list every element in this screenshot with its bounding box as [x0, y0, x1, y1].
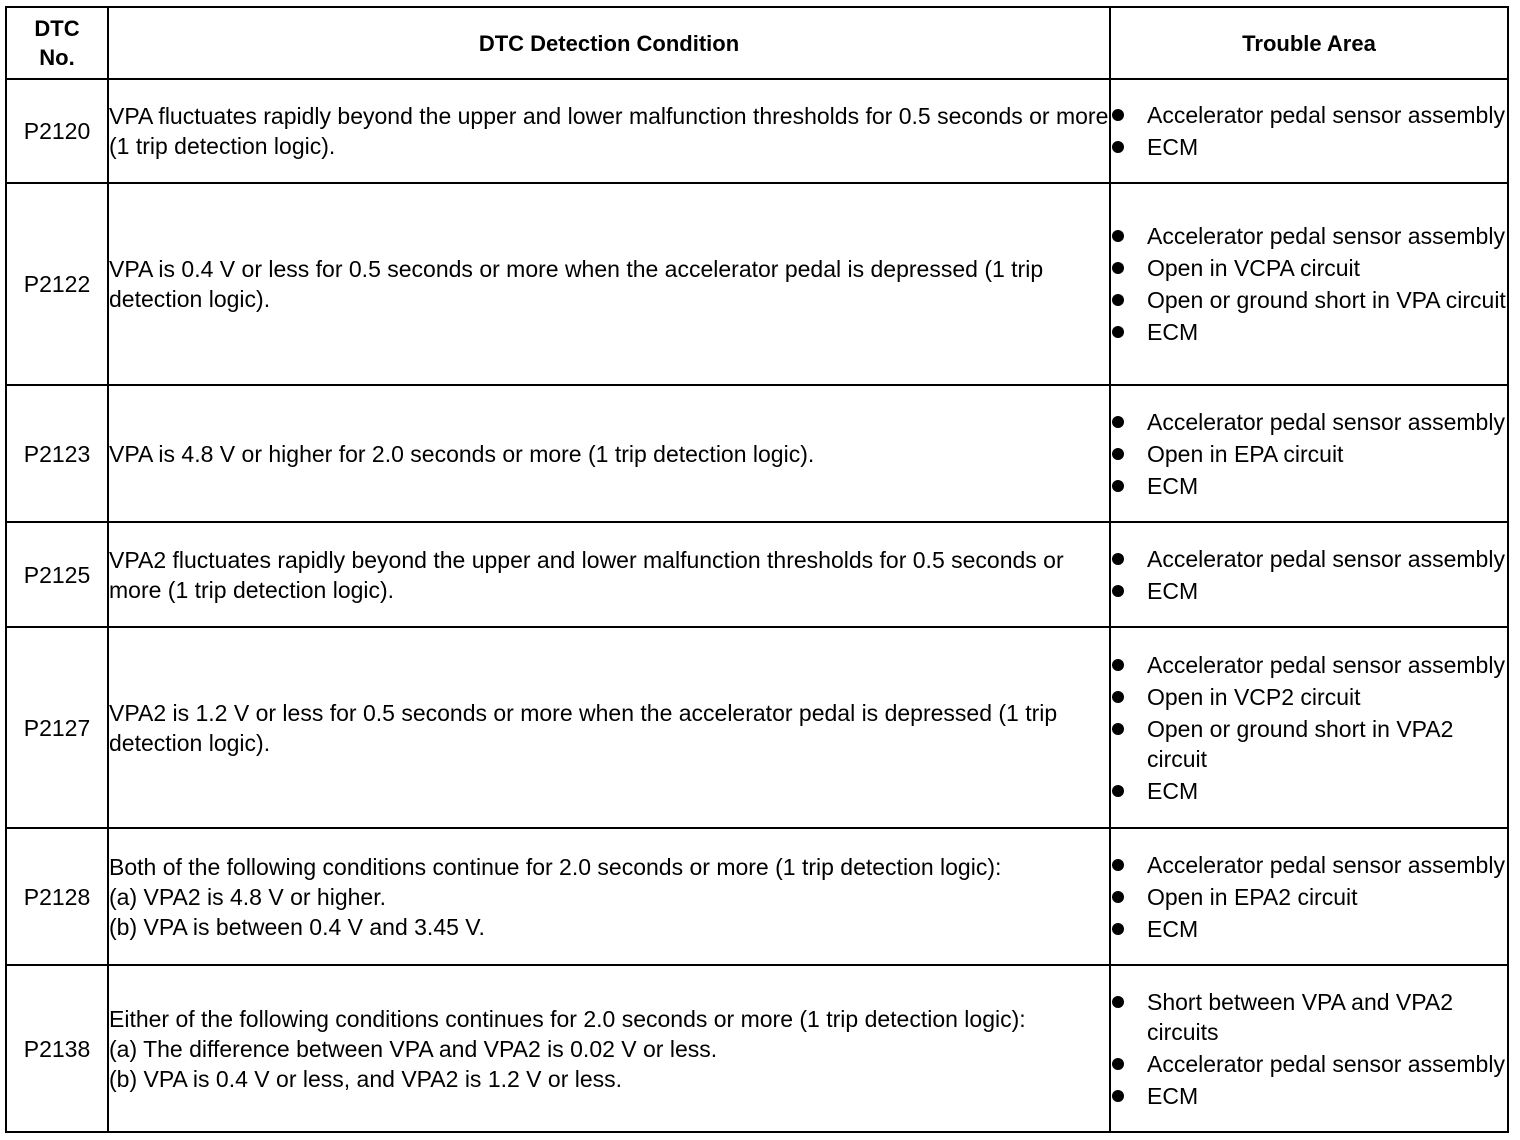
bullet-icon [1112, 891, 1124, 903]
trouble-area-text: ECM [1147, 472, 1199, 499]
trouble-area-cell [1110, 79, 1508, 183]
condition-line: (a) VPA2 is 4.8 V or higher. [109, 883, 386, 910]
trouble-area-text: ECM [1147, 319, 1199, 345]
dtc-code-cell: P2120 [6, 79, 108, 183]
detection-condition-cell [108, 385, 1110, 522]
condition-line: (a) The difference between VPA and VPA2 is 0.02 V or less. [109, 1035, 718, 1062]
trouble-area-text: Open in VCP2 circuit [1147, 683, 1361, 710]
trouble-area-text: Accelerator pedal sensor assembly [1147, 1050, 1505, 1077]
list-item [1111, 132, 1507, 162]
list-item [1111, 1049, 1507, 1079]
detection-condition-cell [108, 828, 1110, 965]
trouble-area-text: ECM [1147, 1082, 1199, 1109]
bullet-icon [1112, 448, 1124, 460]
detection-condition-cell [108, 183, 1110, 385]
table-row [6, 627, 1508, 828]
list-item [1111, 407, 1507, 437]
trouble-area-cell [1110, 627, 1508, 828]
list-item [1111, 882, 1507, 912]
bullet-icon [1112, 659, 1124, 671]
list-item [1111, 544, 1507, 574]
list-item [1111, 714, 1507, 774]
condition-line: VPA2 is 1.2 V or less for 0.5 seconds or more when the accelerator pedal is depressed (1 trip detection logic). [109, 699, 1058, 756]
trouble-area-cell [1110, 965, 1508, 1132]
bullet-icon [1112, 141, 1124, 153]
condition-line: VPA is 0.4 V or less for 0.5 seconds or more when the accelerator pedal is depressed (1 trip detection logic). [109, 256, 1044, 312]
dtc-table [5, 6, 1509, 1133]
bullet-icon [1112, 109, 1124, 121]
list-item [1111, 253, 1507, 283]
condition-line: VPA is 4.8 V or higher for 2.0 seconds or more (1 trip detection logic). [109, 440, 815, 467]
dtc-code-cell: P2122 [6, 183, 108, 385]
trouble-area-list [1111, 221, 1507, 347]
list-item [1111, 1081, 1507, 1111]
detection-condition-cell [108, 627, 1110, 828]
bullet-icon [1112, 785, 1124, 797]
bullet-icon [1112, 553, 1124, 565]
trouble-area-text: Open or ground short in VPA circuit [1147, 287, 1506, 313]
trouble-area-text: Accelerator pedal sensor assembly [1147, 651, 1505, 678]
detection-condition-cell [108, 79, 1110, 183]
table-row [6, 79, 1508, 183]
bullet-icon [1112, 480, 1124, 492]
trouble-area-cell [1110, 522, 1508, 627]
trouble-area-text: Accelerator pedal sensor assembly [1147, 223, 1505, 249]
condition-line: (b) VPA is 0.4 V or less, and VPA2 is 1.2 V or less. [109, 1065, 623, 1092]
trouble-area-list [1111, 407, 1507, 501]
list-item [1111, 471, 1507, 501]
dtc-code-cell: P2128 [6, 828, 108, 965]
trouble-area-text: ECM [1147, 134, 1199, 160]
detection-condition-cell [108, 965, 1110, 1132]
trouble-area-text: ECM [1147, 777, 1199, 804]
list-item [1111, 576, 1507, 606]
list-item [1111, 987, 1507, 1047]
list-item [1111, 850, 1507, 880]
dtc-code-cell: P2123 [6, 385, 108, 522]
dtc-code-cell: P2127 [6, 627, 108, 828]
trouble-area-text: Accelerator pedal sensor assembly [1147, 408, 1505, 435]
bullet-icon [1112, 923, 1124, 935]
trouble-area-text: Open in EPA circuit [1147, 440, 1344, 467]
trouble-area-cell [1110, 183, 1508, 385]
trouble-area-text: Short between VPA and VPA2 circuits [1147, 988, 1454, 1045]
bullet-icon [1112, 859, 1124, 871]
list-item [1111, 317, 1507, 347]
bullet-icon [1112, 416, 1124, 428]
bullet-icon [1112, 1058, 1124, 1070]
condition-line: VPA2 fluctuates rapidly beyond the upper and lower malfunction thresholds for 0.5 seconds or more (1 trip detection logic). [109, 546, 1064, 603]
list-item [1111, 285, 1507, 315]
header-dtc-no-text: DTC No. [34, 16, 80, 70]
trouble-area-list [1111, 650, 1507, 806]
bullet-icon [1112, 585, 1124, 597]
trouble-area-text: ECM [1147, 577, 1199, 604]
bullet-icon [1112, 691, 1124, 703]
bullet-icon [1112, 723, 1124, 735]
dtc-code-cell: P2125 [6, 522, 108, 627]
bullet-icon [1112, 1090, 1124, 1102]
table-body [6, 79, 1508, 1132]
header-row [6, 7, 1508, 79]
trouble-area-text: Open in VCPA circuit [1147, 255, 1361, 281]
header-trouble-area: Trouble Area [1110, 7, 1508, 79]
bullet-icon [1112, 996, 1124, 1008]
trouble-area-list [1111, 544, 1507, 606]
table-row [6, 522, 1508, 627]
bullet-icon [1112, 326, 1124, 338]
bullet-icon [1112, 294, 1124, 306]
condition-line: VPA fluctuates rapidly beyond the upper and lower malfunction thresholds for 0.5 seconds or more (1 trip detection logic). [109, 103, 1109, 159]
trouble-area-text: Accelerator pedal sensor assembly [1147, 102, 1505, 128]
list-item [1111, 682, 1507, 712]
bullet-icon [1112, 230, 1124, 242]
list-item [1111, 650, 1507, 680]
trouble-area-text: Accelerator pedal sensor assembly [1147, 851, 1505, 878]
trouble-area-list [1111, 987, 1507, 1111]
header-condition: DTC Detection Condition [108, 7, 1110, 79]
trouble-area-text: Open or ground short in VPA2 circuit [1147, 715, 1454, 772]
table-row [6, 828, 1508, 965]
trouble-area-text: Accelerator pedal sensor assembly [1147, 545, 1505, 572]
condition-line: Either of the following conditions continues for 2.0 seconds or more (1 trip detection logic): [109, 1005, 1026, 1032]
dtc-code-cell: P2138 [6, 965, 108, 1132]
table-row [6, 965, 1508, 1132]
list-item [1111, 776, 1507, 806]
trouble-area-list [1111, 100, 1507, 162]
list-item [1111, 914, 1507, 944]
trouble-area-text: ECM [1147, 915, 1199, 942]
list-item [1111, 221, 1507, 251]
trouble-area-cell [1110, 828, 1508, 965]
detection-condition-cell [108, 522, 1110, 627]
table-row [6, 183, 1508, 385]
list-item [1111, 439, 1507, 469]
trouble-area-list [1111, 850, 1507, 944]
trouble-area-cell [1110, 385, 1508, 522]
table-row [6, 385, 1508, 522]
bullet-icon [1112, 262, 1124, 274]
condition-line: Both of the following conditions continue for 2.0 seconds or more (1 trip detection logic): [109, 853, 1002, 880]
header-dtc-no [6, 7, 108, 79]
trouble-area-text: Open in EPA2 circuit [1147, 883, 1358, 910]
condition-line: (b) VPA is between 0.4 V and 3.45 V. [109, 913, 485, 940]
list-item [1111, 100, 1507, 130]
